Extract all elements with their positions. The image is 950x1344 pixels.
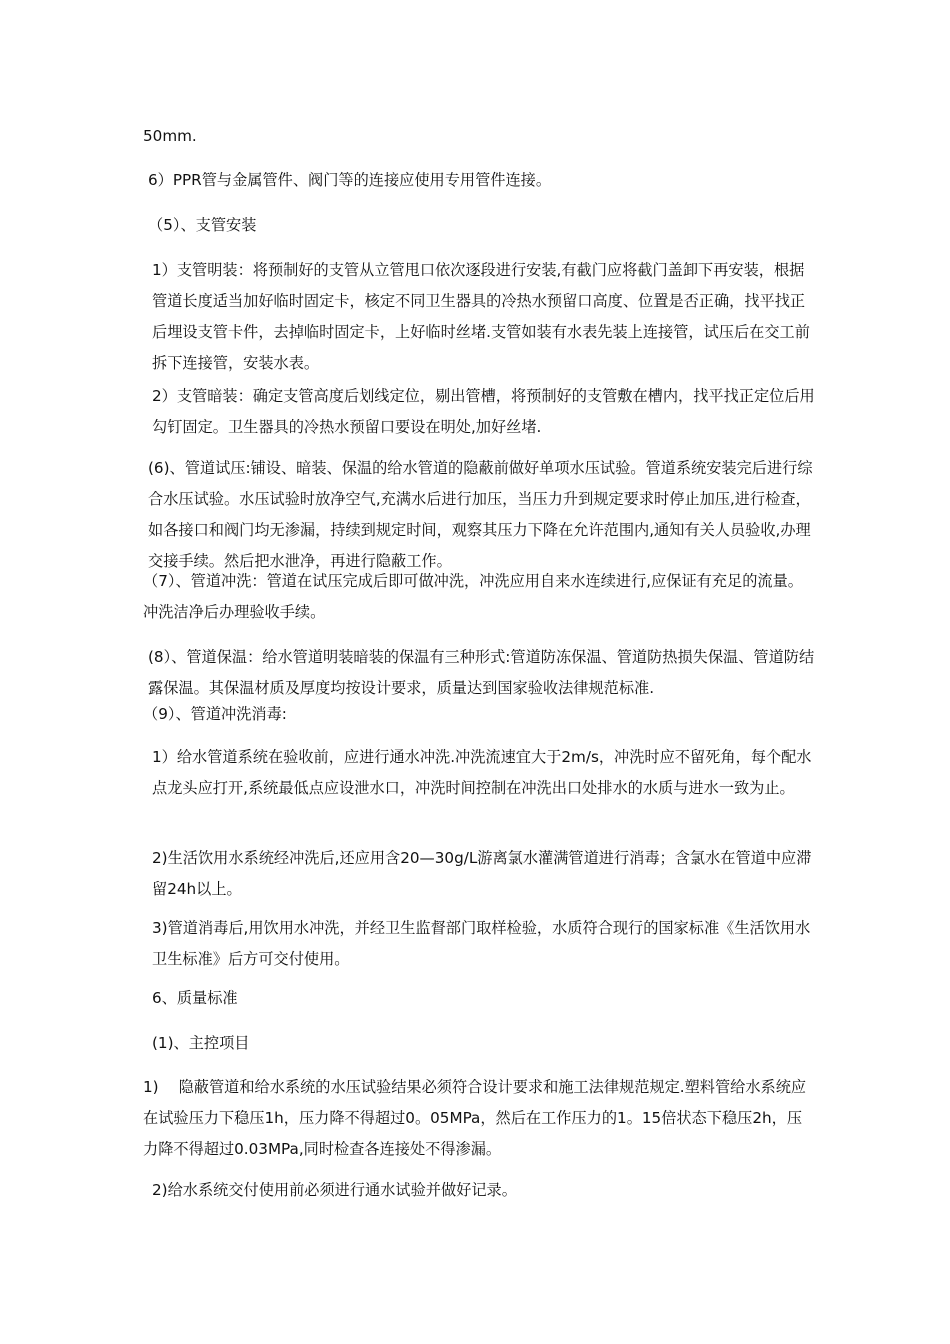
paragraph-hydrostatic-test-results: 1) 隐蔽管道和给水系统的水压试验结果必须符合设计要求和施工法律规范规定.塑料管给水系统应在试验压力下稳压1h，压力降不得超过0。05MPa，然后在工作压力的1。15倍状态下稳压2h，压力降不得超过0.03MPa,同时检查各连接处不得渗漏。 xyxy=(143,1078,807,1158)
heading-main-control-items: (1)、主控项目 xyxy=(152,1034,250,1052)
paragraph-after-disinfection: 3)管道消毒后,用饮用水冲洗，并经卫生监督部门取样检验，水质符合现行的国家标准《生活饮用水卫生标准》后方可交付使用。 xyxy=(152,919,811,968)
paragraph-pipe-insulation: (8）、管道保温：给水管道明装暗装的保温有三种形式:管道防冻保温、管道防热损失保温、管道防结露保温。其保温材质及厚度均按设计要求，质量达到国家验收法律规范标准. xyxy=(148,648,815,697)
heading-flushing-disinfection: （9）、管道冲洗消毒: xyxy=(143,705,287,723)
paragraph-exposed-branch-pipe: 1）支管明装：将预制好的支管从立管甩口依次逐段进行安装,有截门应将截门盖卸下再安装，根据管道长度适当加好临时固定卡，核定不同卫生器具的冷热水预留口高度、位置是否正确，找平找正后埋设支管卡件，去掉临时固定卡，上好临时丝堵.支管如装有水表先装上连接管，试压后在交工前拆下连接管，安装水表。 xyxy=(152,261,810,372)
heading-branch-pipe-installation: （5）、支管安装 xyxy=(148,216,257,234)
paragraph-ppr-connection: 6）PPR管与金属管件、阀门等的连接应使用专用管件连接。 xyxy=(148,171,552,189)
paragraph-pressure-test: (6)、管道试压:铺设、暗装、保温的给水管道的隐蔽前做好单项水压试验。管道系统安装完后进行综合水压试验。水压试验时放净空气,充满水后进行加压，当压力升到规定要求时停止加压,进行检查，如各接口和阀门均无渗漏，持续到规定时间，观察其压力下降在允许范围内,通知有关人员验收,办理交接手续。然后把水泄净，再进行隐蔽工作。 xyxy=(148,459,813,570)
heading-quality-standards: 6、质量标准 xyxy=(152,989,238,1007)
paragraph-concealed-branch-pipe: 2）支管暗装：确定支管高度后划线定位，剔出管槽，将预制好的支管敷在槽内，找平找正定位后用勾钉固定。卫生器具的冷热水预留口要设在明处,加好丝堵. xyxy=(152,387,815,436)
paragraph-pipe-flushing: （7）、管道冲洗：管道在试压完成后即可做冲洗，冲洗应用自来水连续进行,应保证有充足的流量。冲洗洁净后办理验收手续。 xyxy=(143,572,803,621)
paragraph-chlorine-disinfection: 2)生活饮用水系统经冲洗后,还应用含20—30g/L游离氯水灌满管道进行消毒；含氯水在管道中应滞留24h以上。 xyxy=(152,849,812,898)
paragraph-continuation: 50mm. xyxy=(143,127,197,145)
paragraph-water-flushing: 1）给水管道系统在验收前，应进行通水冲洗.冲洗流速宜大于2m/s，冲洗时应不留死角，每个配水点龙头应打开,系统最低点应设泄水口，冲洗时间控制在冲洗出口处排水的水质与进水一致为止。 xyxy=(152,748,812,797)
paragraph-water-supply-test: 2)给水系统交付使用前必须进行通水试验并做好记录。 xyxy=(152,1181,517,1199)
